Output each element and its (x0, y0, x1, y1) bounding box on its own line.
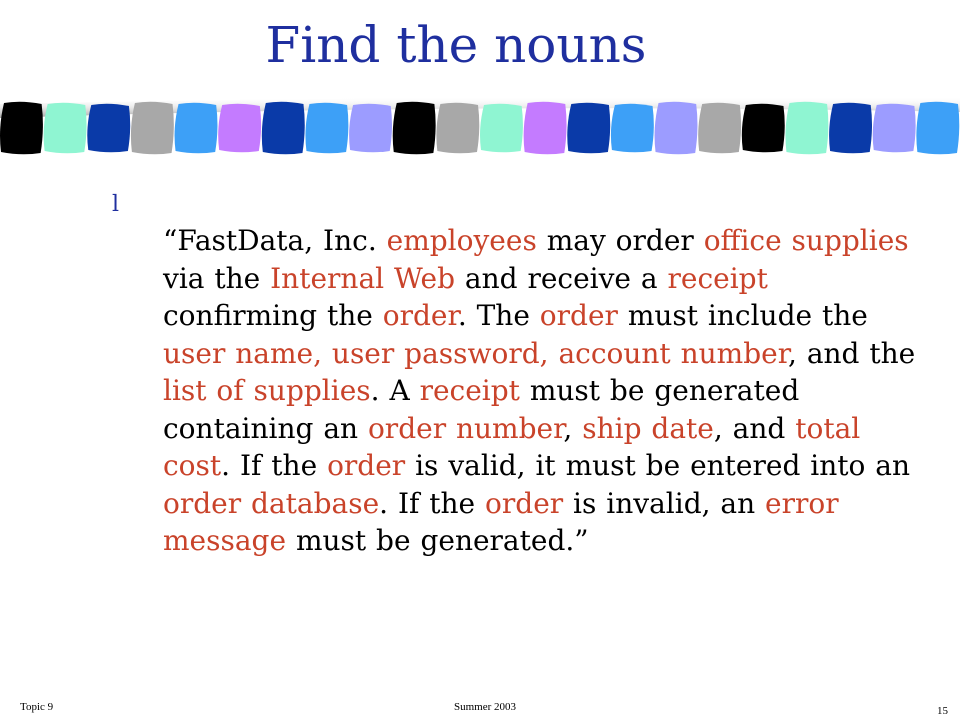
paragraph-text: must be generated containing an (163, 374, 800, 445)
band-block (175, 103, 218, 154)
band-block (218, 104, 261, 153)
paragraph-text: is invalid, an (563, 486, 766, 520)
band-block (785, 102, 828, 155)
footer-topic: Topic 9 (20, 701, 54, 713)
paragraph-text: . A (370, 374, 420, 407)
noun-highlight: order (485, 486, 564, 520)
footer-date: Summer 2003 (454, 701, 517, 713)
paragraph-text: . The (457, 299, 540, 332)
noun-highlight: Internal Web (270, 261, 455, 295)
noun-highlight: receipt (419, 374, 520, 407)
paragraph-text: is valid, it must be entered into an (405, 449, 910, 482)
paragraph-text: must be generated.” (286, 524, 589, 557)
band-block (916, 102, 959, 155)
noun-highlight: employees (386, 224, 537, 257)
band-block (611, 104, 654, 153)
paragraph-text: , and (713, 411, 796, 445)
band-block (436, 103, 479, 154)
band-block (698, 103, 741, 154)
band-block (742, 104, 785, 153)
noun-highlight: order database (163, 486, 380, 520)
noun-highlight: office supplies (703, 224, 909, 257)
noun-highlight: receipt (667, 261, 768, 295)
band-block (655, 102, 698, 155)
noun-highlight: order number (367, 411, 564, 445)
band-block (262, 102, 305, 155)
noun-highlight: total cost (163, 411, 861, 482)
band-block (44, 103, 87, 154)
noun-highlight: order (539, 299, 618, 332)
band-block (567, 103, 610, 154)
paragraph-text: confirming the (163, 299, 383, 332)
requirements-paragraph (163, 222, 923, 560)
band-block (0, 102, 43, 155)
band-block (480, 104, 523, 153)
paragraph-text: and receive a (455, 261, 668, 295)
band-block (873, 104, 916, 153)
paragraph-text: . If the (379, 486, 486, 520)
paragraph-text: via the (163, 261, 271, 295)
paragraph-text: must include the (617, 299, 868, 332)
paragraph-text: , (563, 411, 583, 445)
band-block (131, 102, 174, 155)
band-block (305, 103, 348, 154)
noun-highlight: user name, user password, account number (163, 336, 789, 370)
slide-title: Find the nouns (265, 16, 647, 74)
bullet-marker: l (112, 192, 120, 217)
band-block (393, 102, 436, 155)
paragraph-text: , and the (788, 336, 916, 370)
paragraph-text: may order (536, 224, 704, 257)
noun-highlight: order (382, 299, 458, 332)
paragraph-text: . If the (221, 449, 328, 482)
footer-page-number: 15 (937, 705, 948, 717)
noun-highlight: error message (163, 486, 839, 557)
noun-highlight: list of supplies (163, 374, 371, 407)
band-block (87, 104, 130, 153)
noun-highlight: ship date (582, 411, 714, 445)
paragraph-text: “FastData, Inc. (163, 224, 387, 257)
band-block (349, 104, 392, 153)
band-block (829, 103, 872, 154)
noun-highlight: order (327, 449, 406, 482)
band-block (524, 102, 567, 155)
decorative-color-band (0, 88, 960, 168)
